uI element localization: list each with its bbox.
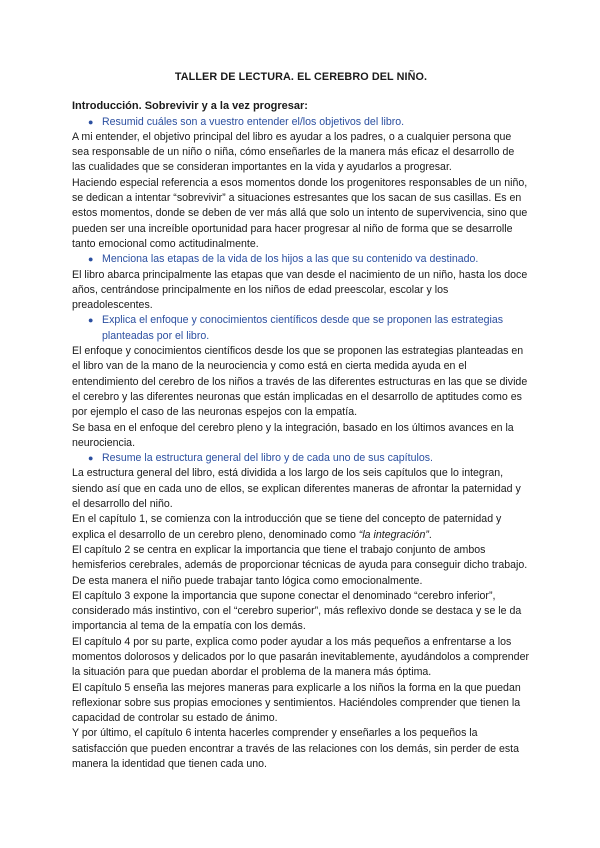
question-book-structure: ● Resume la estructura general del libro y de cada uno de sus capítulos. [72,451,530,466]
answer-paragraph: La estructura general del libro, está dividida a los largo de los seis capítulos que lo integran, siendo así que en cada uno de ellos, se explican diferentes maneras de afrontar la paternidad y el desarrollo del niño. [72,467,521,511]
bullet-icon: ● [88,116,94,127]
document-title: TALLER DE LECTURA. EL CEREBRO DEL NIÑO. [174,71,428,83]
chapter-1-paragraph: En el capítulo 1, se comienza con la introducción que se tiene del concepto de paternidad y explica el desarrollo de un cerebro pleno, denominado como “la integración”. [72,513,502,541]
question-objectives: ● Resumid cuáles son a vuestro entender el/los objetivos del libro. [72,115,530,130]
answer-paragraph: Haciendo especial referencia a esos momentos donde los progenitores responsables de un niño, se dedican a intentar “sobrevivir” a situaciones estresantes que los sacan de sus casillas. Es en estos momentos, donde se deben de ver más allá que solo un intento de supervivencia, sino que pueden ser una increíble oportunidad para hacer progresar al niño de forma que se desarrolle tanto emocional como actitudinalmente. [72,176,528,250]
bullet-icon: ● [88,254,94,265]
question-scientific-approach: ● Explica el enfoque y conocimientos científicos desde que se proponen las estrategias planteadas por el libro. [88,314,504,342]
document-body [72,70,530,772]
chapter-3-paragraph: El capítulo 3 expone la importancia que supone conectar el denominado “cerebro inferior”, considerado más instintivo, con el “cerebro superior”, más reflexivo donde se destaca y se le da importancia al tema de la empatía con los demás. [72,589,522,633]
chapter-5-paragraph: El capítulo 5 enseña las mejores maneras para explicarle a los niños la forma en la que puedan reflexionar sobre sus propias emociones y sentimientos. Haciéndoles comprender que tienen la capacidad de controlar su estado de ánimo. [72,681,521,725]
answer-paragraph: A mi entender, el objetivo principal del libro es ayudar a los padres, o a cualquier persona que sea responsable de un niño o niña, cómo enseñarles de la manera más eficaz el desarrollo de las cualidades que se consideran importantes en la vida y ayudarlos a progresar. [72,130,515,174]
answer-paragraph: Se basa en el enfoque del cerebro pleno y la integración, basado en los últimos avances en la neurociencia. [72,421,514,449]
chapter-2-paragraph: El capítulo 2 se centra en explicar la importancia que tiene el trabajo conjunto de ambos hemisferios cerebrales, además de proporcionar técnicas de ayuda para conseguir dicho trabajo. De esta manera el niño puede trabajar tanto lógica como emocionalmente. [72,543,528,587]
intro-heading: Introducción. Sobrevivir y a la vez progresar: [72,100,308,113]
integration-term: “la integración” [358,528,429,541]
chapter-6-paragraph: Y por último, el capítulo 6 intenta hacerles comprender y enseñarles a los pequeños la satisfacción que pueden encontrar a través de las relaciones con los demás, sin perder de esta manera la identidad que tienen cada uno. [72,727,519,771]
chapter-4-paragraph: El capítulo 4 por su parte, explica como poder ayudar a los más pequeños a enfrentarse a los momentos dolorosos y delicados por lo que pasarán inevitablemente, ayudándolos a comprender la situación para que puedan abordar el problema de la manera más óptima. [72,635,529,679]
answer-paragraph: El libro abarca principalmente las etapas que van desde el nacimiento de un niño, hasta los doce años, centrándose principalmente en los niños de edad preescolar, escolar y los preadolescentes. [72,268,528,312]
answer-paragraph: El enfoque y conocimientos científicos desde los que se proponen las estrategias planteadas en el libro van de la mano de la neurociencia y como está en cierta medida ayuda en el entendimiento del cerebro de los niños a través de las diferentes estructuras en las que se divide el cerebro y las diferentes neuronas que están implicadas en el desarrollo de aptitudes como es por ejemplo el caso de las neuronas espejos con la empatía. [72,345,528,419]
bullet-icon: ● [88,315,94,326]
bullet-icon: ● [88,453,94,464]
question-life-stages: ● Menciona las etapas de la vida de los hijos a las que su contenido va destinado. [72,252,530,267]
